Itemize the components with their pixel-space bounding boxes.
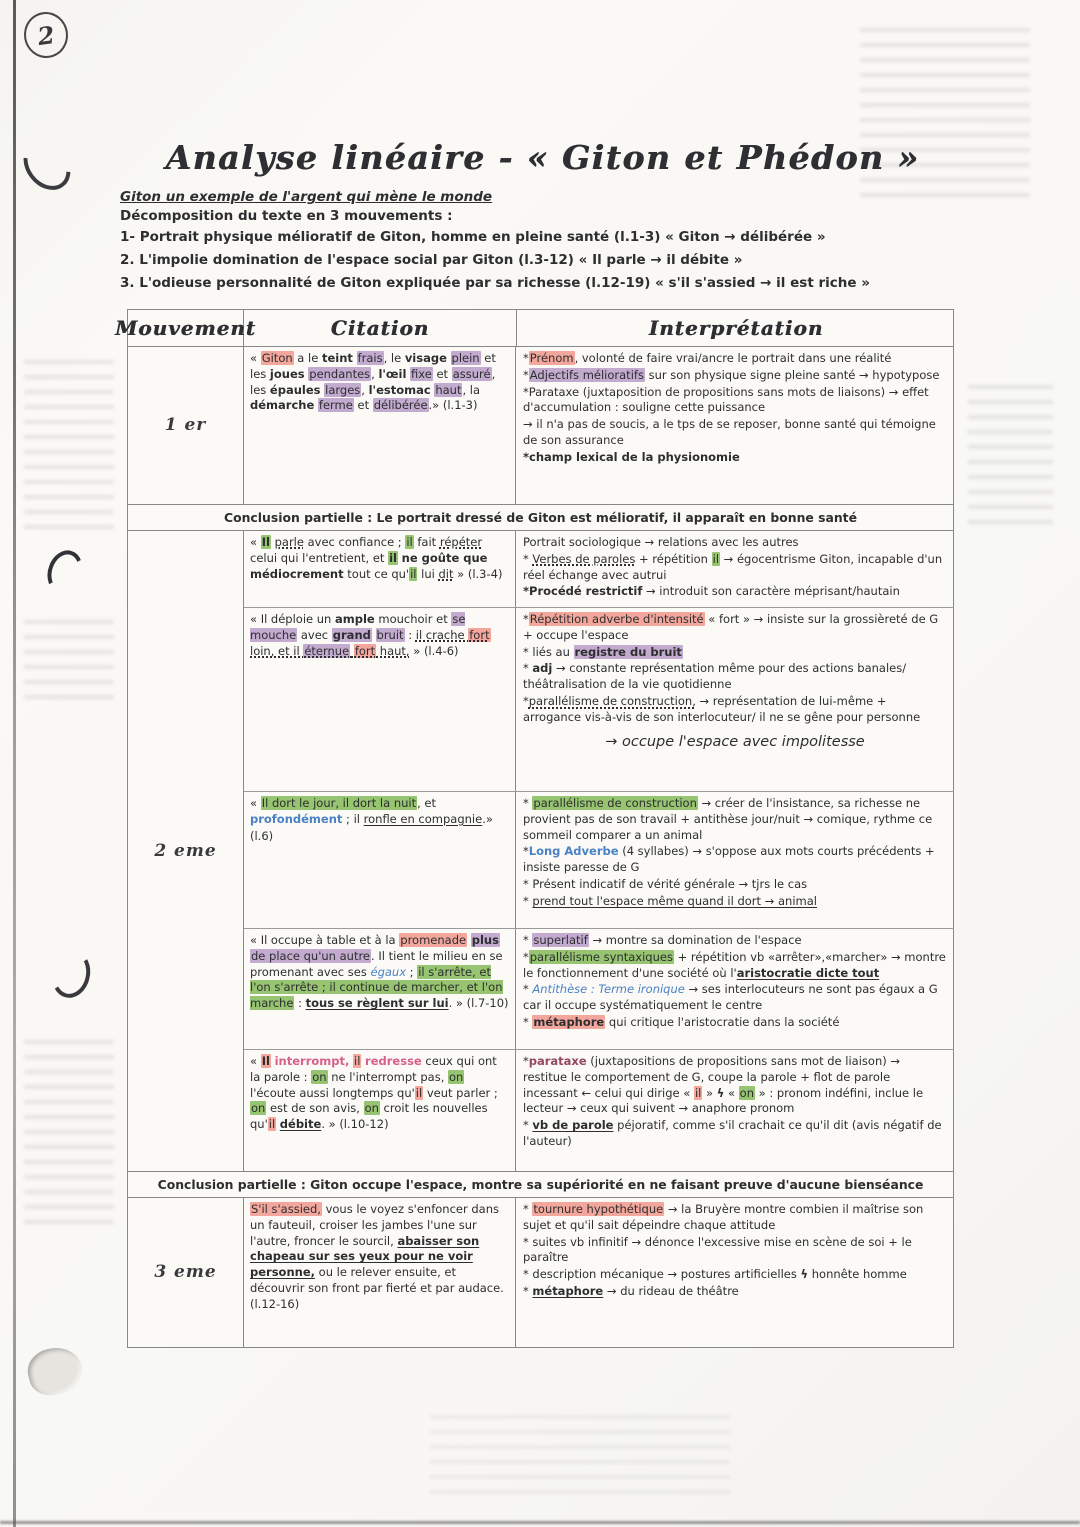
citation-cell: « Il interrompt, il redresse ceux qui ont la parole : on ne l'interrompt pas, on l'écoute aussi longtemps qu'il veut parler ; on est de son avis, on croit les nouvelles qu'il débite. » (l.10-12)	[244, 1050, 516, 1171]
movement-list-item-2: 2. L'impolie domination de l'espace social par Giton (l.3-12) « Il parle → il débite »	[120, 251, 743, 268]
interpretation-cell: * tournure hypothétique → la Bruyère montre combien il maîtrise son sujet et qu'il sait dépeindre chaque attitude * suites vb infinitif → dénonce l'excessive mise en scène de soi + le paraître * description mécanique → postures artificielles ϟ honnête homme * métaphore → du rideau de théâtre	[523, 1201, 924, 1299]
interpretation-cell: * superlatif → montre sa domination de l'espace *parallélisme syntaxiques + répétition vb «arrêter»,«marcher» → montre le fonctionnement d'une société où l'aristocratie dicte tout * Antithèse : Terme ironique → ses interlocuteurs ne sont pas égaux a G car il occupe systématiquement le centre * métaphore qui critique l'aristocratie dans la société	[523, 932, 946, 1030]
citation-cell: « Il parle avec confiance ; il fait répéter celui qui l'entretient, et il ne goûte que médiocrement tout ce qu'il lui dit » (l.3-4)	[244, 531, 516, 607]
citation-cell: S'il s'assied, vous le voyez s'enfoncer dans un fauteuil, croiser les jambes l'une sur l'autre, froncer le sourcil, abaisser son chapeau sur ses yeux pour ne voir personne, ou le relever ensuite, et découvrir son front par fierté et par audace. (l.12-16)	[244, 1198, 516, 1347]
table-row	[244, 792, 954, 929]
movement-list	[120, 226, 965, 295]
interpretation-cell: *Répétition adverbe d'intensité « fort » → insiste sur la grossièreté de G + occupe l'espace * liés au registre du bruit * adj → constante représentation même pour des actions banales/ théâtralisation de la vie quotidienne *parallélisme de construction, → représentation de lui-même + arrogance vis-à-vis de son interlocuteur/ il ne se gêne pour personne → occupe l'espace avec impolitesse	[523, 611, 939, 750]
ink-bleed-through	[24, 1040, 114, 1230]
movement-cell-2: 2 eme	[128, 531, 244, 1171]
table-row	[244, 1050, 954, 1171]
partial-conclusion-1: Conclusion partielle : Le portrait dressé de Giton est mélioratif, il apparaît en bonne santé	[128, 505, 953, 531]
document-content	[114, 138, 965, 1348]
movement-list-item-3: 3. L'odieuse personnalité de Giton expliquée par sa richesse (l.12-19) « s'il s'assied → il est riche »	[120, 274, 870, 291]
table-row	[244, 347, 954, 504]
torn-punch-hole	[23, 1342, 87, 1400]
movement-list-item-1: 1- Portrait physique mélioratif de Giton, homme en pleine santé (l.1-3) « Giton → délibérée »	[120, 229, 826, 245]
punch-hole-mark-2	[42, 546, 88, 598]
punch-hole-mark-3	[47, 947, 94, 1002]
ink-bleed-through	[968, 385, 1053, 525]
analysis-table	[114, 309, 954, 1348]
movement-cell-1: 1 er	[128, 347, 244, 504]
table-section-1	[128, 347, 953, 505]
header-interpretation: Interprétation	[648, 315, 824, 340]
page-number-badge	[21, 9, 71, 61]
citation-cell: « Giton a le teint frais, le visage plein et les joues pendantes, l'œil fixe et assuré, les épaules larges, l'estomac haut, la démarche ferme et délibérée.» (l.1-3)	[244, 347, 516, 504]
header-mouvement: Mouvement	[128, 310, 244, 346]
header-citation: Citation	[244, 310, 517, 346]
citation-cell: « Il dort le jour, il dort la nuit, et profondément ; il ronfle en compagnie.» (l.6)	[244, 792, 516, 928]
interpretation-cell: Portrait sociologique → relations avec les autres * Verbes de paroles + répétition il → égocentrisme Giton, incapable d'un réel échange avec autrui *Procédé restrictif → introduit son caractère méprisant/hautain	[523, 534, 943, 599]
scan-left-edge	[13, 0, 16, 1527]
scan-bottom-edge	[0, 1521, 1080, 1524]
page-number: 2	[35, 19, 57, 51]
interpretation-cell: *Prénom, volonté de faire vrai/ancre le portrait dans une réalité *Adjectifs mélioratifs sur son physique signe pleine santé → hypotypose *Parataxe (juxtaposition de propositions sans mots de liaisons) → effet d'accumulation : souligne cette puissance → il n'a pas de soucis, a le tps de se reposer, bonne santé qui témoigne de son assurance *champ lexical de la physionomie	[523, 350, 940, 464]
table-row	[244, 531, 954, 608]
ink-bleed-through	[24, 620, 114, 710]
intro-line: Décomposition du texte en 3 mouvements :	[120, 208, 453, 224]
page-title: Analyse linéaire - « Giton et Phédon »	[165, 138, 920, 177]
ink-bleed-through	[24, 360, 114, 530]
interpretation-cell: *parataxe (juxtapositions de propositions sans mot de liaison) → restitue le comportement de G, coupe la parole + flot de parole incessant ← celui qui dirige « il » ϟ « on » : pronom indéfini, inclue le lecteur → ceux qui suivent → anaphore pronom * vb de parole péjoratif, comme s'il crachait ce qu'il dit (avis négatif de l'auteur)	[523, 1053, 942, 1149]
table-row	[244, 929, 954, 1050]
subtitle: Giton un exemple de l'argent qui mène le monde	[120, 189, 493, 205]
partial-conclusion-2: Conclusion partielle : Giton occupe l'espace, montre sa supériorité en ne faisant preuve d'aucune bienséance	[128, 1172, 953, 1198]
citation-cell: « Il occupe à table et à la promenade plus de place qu'un autre. Il tient le milieu en se promenant avec ses égaux ; il s'arrête, et l'on s'arrête ; il continue de marcher, et l'on marche : tous se règlent sur lui. » (l.7-10)	[244, 929, 516, 1049]
table-section-3	[128, 1198, 953, 1347]
table-row	[244, 608, 954, 792]
movement-cell-3: 3 eme	[128, 1198, 244, 1347]
interpretation-cell: * parallélisme de construction → créer de l'insistance, sa richesse ne provient pas de son travail + antithèse jour/nuit → comique, rythme ce sommeil comparer a un animal *Long Adverbe (4 syllabes) → s'oppose aux mots courts précédents + insiste paresse de G * Présent indicatif de vérité générale → tjrs le cas * prend tout l'espace même quand il dort → animal	[523, 795, 935, 908]
table-section-2	[128, 531, 953, 1172]
ink-bleed-through	[430, 1415, 730, 1500]
table-row	[244, 1198, 954, 1347]
table-header-row	[114, 310, 953, 347]
citation-cell: « Il déploie un ample mouchoir et se mouche avec grand bruit : il crache fort loin, et il éternue fort haut, » (l.4-6)	[244, 608, 516, 791]
punch-hole-mark-1	[14, 131, 80, 199]
